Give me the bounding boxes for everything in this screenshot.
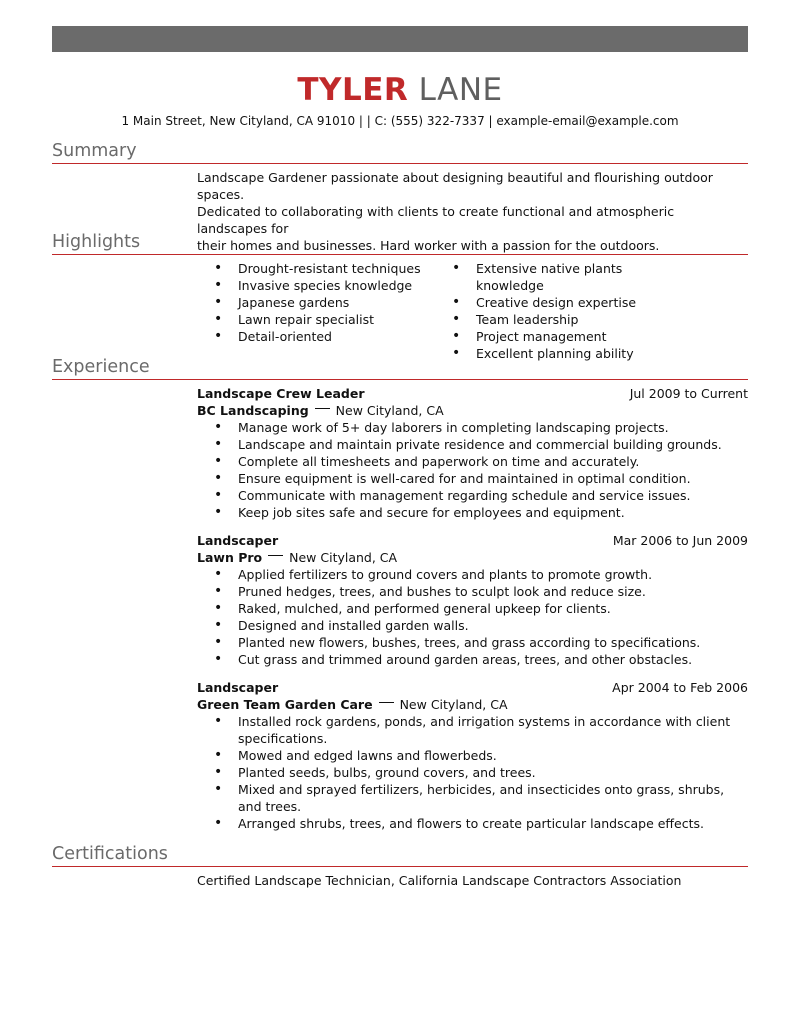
list-item: • Project management <box>435 328 673 345</box>
section-title-experience: Experience <box>52 356 748 380</box>
certifications-section <box>52 843 748 889</box>
highlights-left-list <box>197 260 435 362</box>
list-item: • Team leadership <box>435 311 673 328</box>
list-item: • Extensive native plants knowledge <box>435 260 673 294</box>
job-location: New Cityland, CA <box>399 697 508 712</box>
list-item: • Complete all timesheets and paperwork on time and accurately. <box>197 453 748 470</box>
job-company-line <box>197 402 748 419</box>
list-item: • Installed rock gardens, ponds, and irrigation systems in accordance with client specifications. <box>197 713 748 747</box>
job-entry <box>197 385 748 521</box>
list-item: • Applied fertilizers to ground covers and plants to promote growth. <box>197 566 748 583</box>
job-dates: Mar 2006 to Jun 2009 <box>612 533 748 548</box>
list-item: • Cut grass and trimmed around garden areas, trees, and other obstacles. <box>197 651 748 668</box>
list-item: • Communicate with management regarding schedule and service issues. <box>197 487 748 504</box>
summary-line: their homes and businesses. Hard worker with a passion for the outdoors. <box>197 238 660 253</box>
job-entry <box>197 679 748 832</box>
summary-line: Landscape Gardener passionate about designing beautiful and flourishing outdoor spaces. <box>197 170 713 202</box>
list-item: • Mixed and sprayed fertilizers, herbicides, and insecticides onto grass, shrubs, and trees. <box>197 781 748 815</box>
job-dates: Apr 2004 to Feb 2006 <box>612 680 748 695</box>
job-entry <box>197 532 748 668</box>
list-item: • Planted new flowers, bushes, trees, and grass according to specifications. <box>197 634 748 651</box>
list-item: • Designed and installed garden walls. <box>197 617 748 634</box>
list-item: • Raked, mulched, and performed general upkeep for clients. <box>197 600 748 617</box>
list-item: • Mowed and edged lawns and flowerbeds. <box>197 747 748 764</box>
em-dash <box>315 408 330 410</box>
section-title-certifications: Certifications <box>52 843 748 867</box>
job-title: Landscaper <box>197 533 279 548</box>
list-item: • Manage work of 5+ day laborers in completing landscaping projects. <box>197 419 748 436</box>
list-item: • Invasive species knowledge <box>197 277 435 294</box>
list-item: • Landscape and maintain private residence and commercial building grounds. <box>197 436 748 453</box>
job-duties <box>197 713 748 832</box>
certifications-text: Certified Landscape Technician, California Landscape Contractors Association <box>197 873 682 888</box>
job-header <box>197 679 748 696</box>
company-name: Green Team Garden Care <box>197 697 373 712</box>
experience-section <box>52 356 748 843</box>
list-item: • Pruned hedges, trees, and bushes to sculpt look and reduce size. <box>197 583 748 600</box>
list-item: • Detail-oriented <box>197 328 435 345</box>
list-item: • Creative design expertise <box>435 294 673 311</box>
header-bar <box>52 26 748 52</box>
job-header <box>197 532 748 549</box>
em-dash <box>268 555 283 557</box>
list-item: • Ensure equipment is well-cared for and maintained in optimal condition. <box>197 470 748 487</box>
job-location: New Cityland, CA <box>289 550 398 565</box>
section-title-highlights: Highlights <box>52 231 748 255</box>
job-company-line <box>197 549 748 566</box>
list-item: • Lawn repair specialist <box>197 311 435 328</box>
highlights-section <box>52 231 748 362</box>
list-item: • Planted seeds, bulbs, ground covers, and trees. <box>197 764 748 781</box>
last-name: LANE <box>418 72 503 108</box>
first-name: TYLER <box>297 72 409 108</box>
company-name: Lawn Pro <box>197 550 263 565</box>
list-item: • Drought-resistant techniques <box>197 260 435 277</box>
highlights-grid <box>197 260 748 362</box>
job-duties <box>197 566 748 668</box>
job-header <box>197 385 748 402</box>
candidate-name <box>0 70 800 110</box>
list-item: • Excellent planning ability <box>435 345 673 362</box>
job-company-line <box>197 696 748 713</box>
job-title: Landscape Crew Leader <box>197 386 365 401</box>
list-item: • Japanese gardens <box>197 294 435 311</box>
contact-info: 1 Main Street, New Cityland, CA 91010 | | C: (555) 322-7337 | example-email@example.com <box>121 114 679 128</box>
job-duties <box>197 419 748 521</box>
job-location: New Cityland, CA <box>335 403 444 418</box>
highlights-right-list <box>435 260 673 362</box>
job-dates: Jul 2009 to Current <box>629 386 748 401</box>
section-title-summary: Summary <box>52 140 748 164</box>
experience-list <box>197 385 748 832</box>
em-dash <box>379 702 394 704</box>
list-item: • Keep job sites safe and secure for employees and equipment. <box>197 504 748 521</box>
company-name: BC Landscaping <box>197 403 309 418</box>
list-item: • Arranged shrubs, trees, and flowers to create particular landscape effects. <box>197 815 748 832</box>
job-title: Landscaper <box>197 680 279 695</box>
summary-line: Dedicated to collaborating with clients to create functional and atmospheric landscapes for <box>197 204 675 236</box>
